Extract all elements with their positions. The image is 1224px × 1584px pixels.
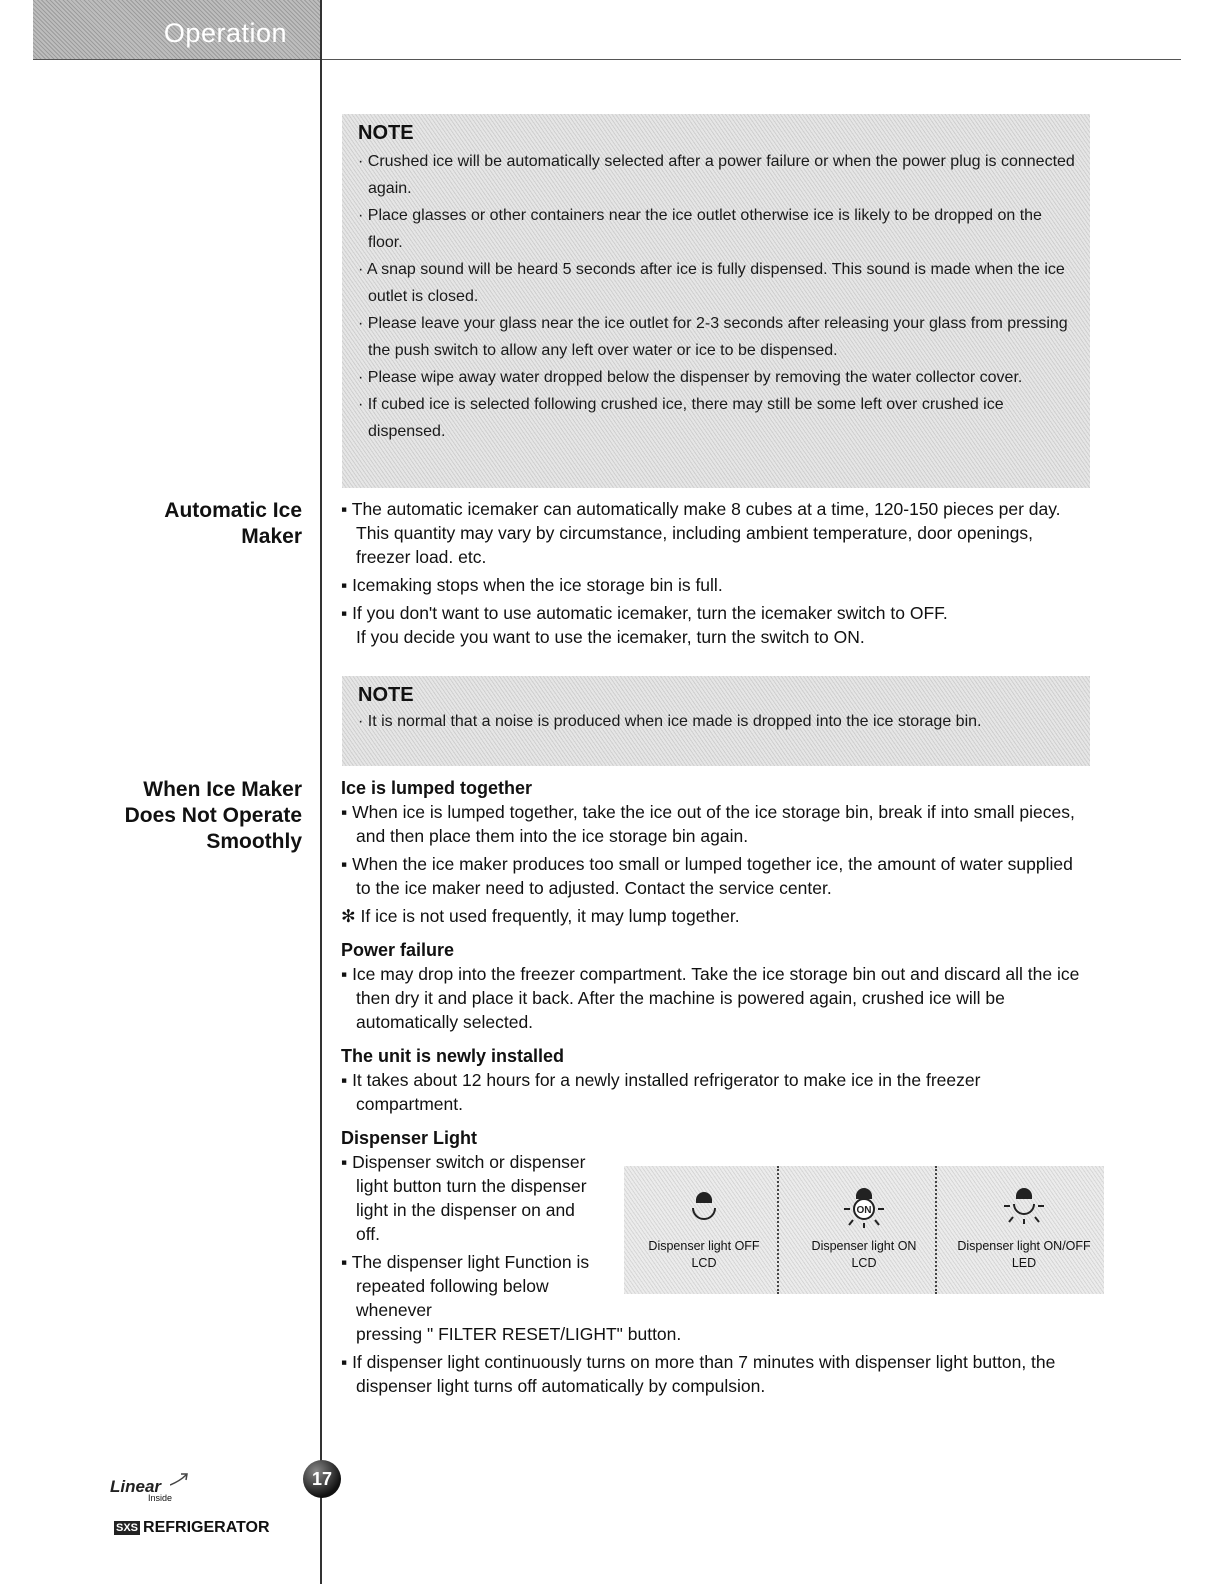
panel-divider: [777, 1166, 779, 1294]
lamp-on-icon: [829, 1176, 899, 1236]
page-title: Operation: [163, 18, 287, 48]
note-title: NOTE: [358, 122, 414, 144]
label-line2: LED: [1011, 1256, 1037, 1270]
note-item: · Please wipe away water dropped below the dispenser by removing the water collector cover.: [358, 369, 1023, 386]
note-title: NOTE: [358, 684, 414, 706]
panel-divider: [935, 1166, 937, 1294]
logo-sub: Inside: [148, 1493, 173, 1503]
dispenser-light-on-cell: [784, 1166, 944, 1294]
note-item: · It is normal that a noise is produced when ice made is dropped into the ice storage bin.: [358, 713, 982, 730]
note-star: ✻ If ice is not used frequently, it may lump together.: [341, 906, 740, 926]
subheading-dispenser-light: Dispenser Light: [341, 1128, 478, 1148]
dispenser-light-onoff-cell: [944, 1166, 1104, 1294]
label-line2: LCD: [691, 1256, 717, 1270]
subheading-lumped: Ice is lumped together: [341, 778, 533, 798]
bullet-continuation: If you decide you want to use the icemaker, turn the switch to ON.: [356, 627, 865, 647]
lamp-toggle-icon: [989, 1176, 1059, 1236]
page-number: 17: [303, 1460, 341, 1498]
dispenser-light-off-cell: [624, 1166, 784, 1294]
on-badge: ON: [856, 1205, 872, 1216]
bullet-item: ▪ The dispenser light Function is repeated following below whenever: [341, 1252, 590, 1320]
section-title-automatic-ice-maker: Automatic Ice Maker: [164, 499, 302, 548]
bullet-item: ▪ Icemaking stops when the ice storage bin is full.: [341, 575, 723, 595]
note-box-2: [342, 676, 1090, 766]
bullet-item: ▪ When the ice maker produces too small or lumped together ice, the amount of water supplied to the ice maker need to adjusted. Contact the service center.: [341, 854, 1073, 898]
dispenser-label: [944, 1238, 1104, 1272]
bullet-continuation: pressing " FILTER RESET/LIGHT" button.: [356, 1324, 682, 1344]
header-rule: [33, 59, 1181, 60]
dispenser-label: [624, 1238, 784, 1272]
bullet-item: ▪ If dispenser light continuously turns on more than 7 minutes with dispenser light button, the dispenser light turns off automatically by compulsion.: [341, 1352, 1056, 1396]
subheading-power-failure: Power failure: [341, 940, 455, 960]
brand-line: [114, 1519, 270, 1537]
note-item: · A snap sound will be heard 5 seconds after ice is fully dispensed. This sound is made when the ice outlet is closed.: [358, 261, 1065, 305]
label-line1: Dispenser light ON: [811, 1239, 917, 1253]
bullet-item: ▪ The automatic icemaker can automatically make 8 cubes at a time, 120-150 pieces per day. This quantity may vary by circumstance, including ambient temperature, door openings, freezer load. etc.: [341, 499, 1061, 567]
subheading-newly-installed: The unit is newly installed: [341, 1046, 565, 1066]
bullet-item: ▪ Dispenser switch or dispenser light button turn the dispenser light in the dispenser on and off.: [341, 1152, 587, 1244]
dispenser-light-panel: [624, 1166, 1104, 1294]
label-line1: Dispenser light ON/OFF: [957, 1239, 1091, 1253]
note-item: · Crushed ice will be automatically selected after a power failure or when the power plug is connected again.: [358, 153, 1075, 197]
note-item: · Please leave your glass near the ice outlet for 2-3 seconds after releasing your glass from pressing the push switch to allow any left over water or ice to be dispensed.: [358, 315, 1068, 359]
note-box-1: [342, 114, 1090, 488]
header-tab: [33, 0, 321, 60]
brand-text: REFRIGERATOR: [143, 1519, 270, 1536]
bullet-item: ▪ If you don't want to use automatic icemaker, turn the icemaker switch to OFF.: [341, 603, 948, 623]
bullet-item: ▪ Ice may drop into the freezer compartment. Take the ice storage bin out and discard all the ice then dry it and place it back. After the machine is powered again, crushed ice will be automatically selected.: [341, 964, 1080, 1032]
dispenser-label: [784, 1238, 944, 1272]
brand-badge: SXS: [116, 1522, 139, 1534]
logo-main: Linear: [110, 1477, 162, 1496]
section-title-ice-maker-trouble: When Ice Maker Does Not Operate Smoothly: [124, 778, 302, 853]
label-line2: LCD: [851, 1256, 877, 1270]
label-line1: Dispenser light OFF: [648, 1239, 760, 1253]
arrow-icon: [170, 1471, 190, 1487]
note-item: · If cubed ice is selected following crushed ice, there may still be some left over crushed ice dispensed.: [358, 396, 1004, 440]
column-divider: [320, 0, 322, 1584]
lamp-off-icon: [669, 1176, 739, 1236]
bullet-item: ▪ When ice is lumped together, take the ice out of the ice storage bin, break if into small pieces, and then place them into the ice storage bin again.: [341, 802, 1075, 846]
note-item: · Place glasses or other containers near the ice outlet otherwise ice is likely to be dropped on the floor.: [358, 207, 1042, 251]
bullet-item: ▪ It takes about 12 hours for a newly installed refrigerator to make ice in the freezer compartment.: [341, 1070, 981, 1114]
ice-maker-trouble-content: [341, 770, 1091, 1402]
linear-logo: [110, 1477, 173, 1503]
automatic-ice-maker-content: [341, 497, 1091, 649]
